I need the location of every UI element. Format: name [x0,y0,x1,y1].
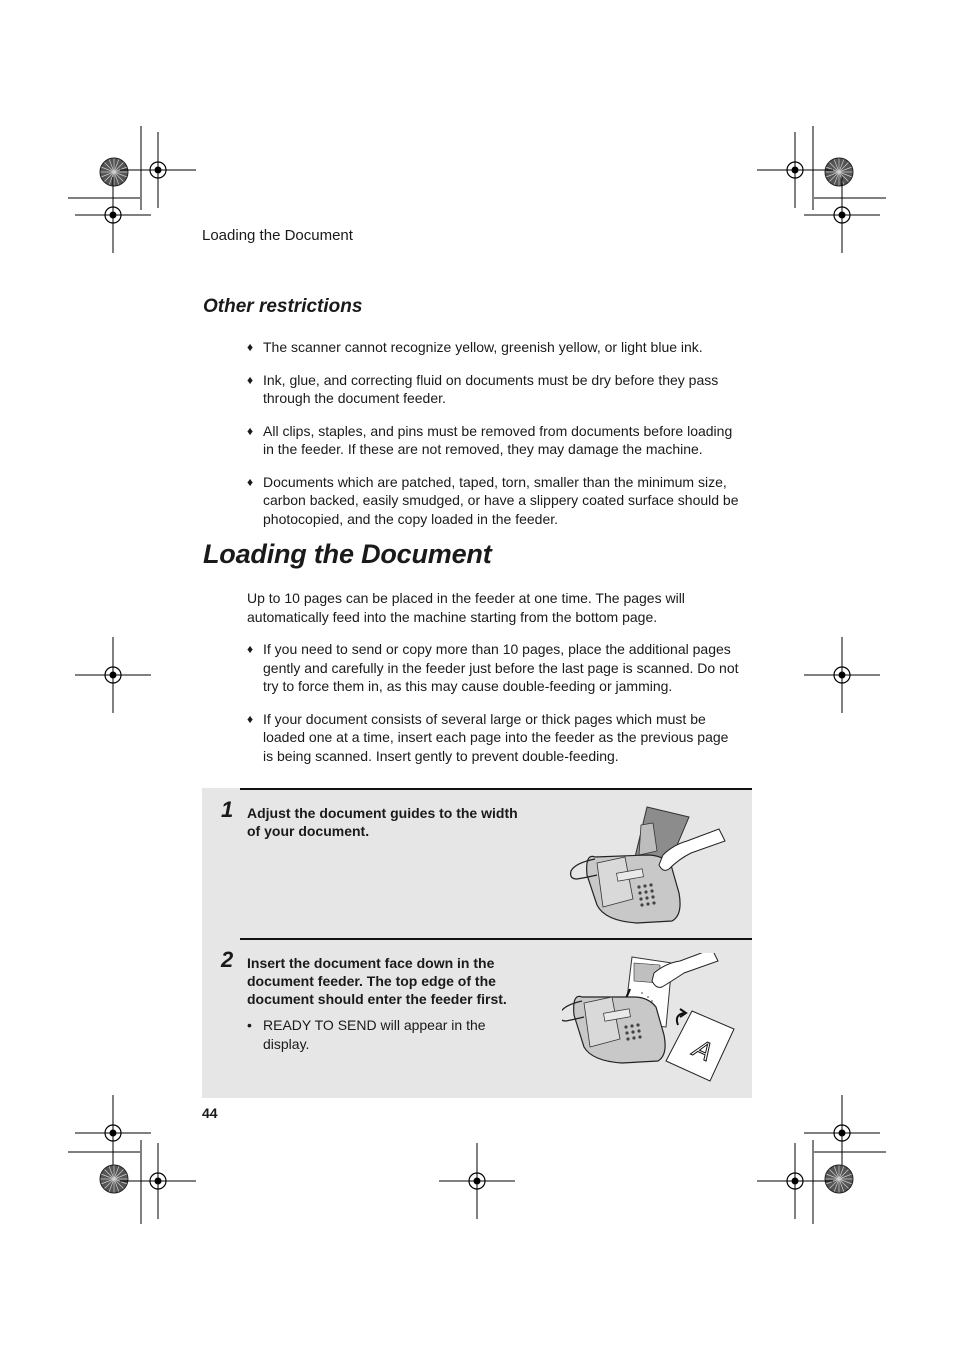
fax-machine-insert-document-illustration [562,953,737,1088]
list-item: ♦ Documents which are patched, taped, torn, smaller than the minimum size, carbon backed, easily smudged, or have a slippery coated surface should be photocopied, and the copy loaded in the feeder. [247,473,739,527]
list-item: ♦ All clips, staples, and pins must be removed from documents before loading in the feeder. If these are not removed, they may damage the machine. [247,422,733,457]
document-letter: A [689,1032,718,1068]
diamond-bullet-icon: ♦ [247,372,254,387]
diamond-bullet-icon: ♦ [247,711,254,726]
page-number: 44 [202,1105,218,1121]
registration-cross-icon [804,1095,880,1171]
registration-star-icon [825,1165,853,1193]
step-instruction: Insert the document face down in the document feeder. The top edge of the document should enter the feeder first. [247,955,507,1007]
registration-cross-icon [75,637,151,713]
fax-machine-adjust-guides-illustration [567,803,727,928]
loading-list [247,640,742,779]
registration-cross-icon [804,637,880,713]
diamond-bullet-icon: ♦ [247,642,254,656]
registration-cross-icon [757,1143,833,1219]
list-item: ♦ The scanner cannot recognize yellow, greenish yellow, or light blue ink. [247,339,703,355]
diamond-bullet-icon: ♦ [247,474,254,489]
page-title: Loading the Document [203,539,492,569]
registration-cross-icon [804,177,880,253]
registration-cross-icon [757,132,833,208]
step-divider [240,938,752,940]
running-head: Loading the Document [202,227,353,244]
diamond-bullet-icon: ♦ [247,340,254,354]
round-bullet-icon: • [247,1017,252,1033]
registration-cross-icon [439,1143,515,1219]
registration-star-icon [100,158,128,186]
restrictions-list [247,338,742,542]
step-instruction: Adjust the document guides to the width of your document. [247,805,518,839]
steps-panel [202,788,752,1098]
step-number: 1 [221,797,234,822]
registration-cross-icon [120,132,196,208]
intro-paragraph: Up to 10 pages can be placed in the feeder at one time. The pages will automatically feed into the machine starting from the bottom page. [247,590,685,625]
diamond-bullet-icon: ♦ [247,423,254,438]
list-item: ♦ If you need to send or copy more than 10 pages, place the additional pages gently and carefully in the feeder just before the last page is scanned. Do not try to force them in, as this may cause double-feeding or jamming. [247,641,739,694]
step-number: 2 [221,947,234,972]
step-divider [240,788,752,790]
registration-star-icon [825,158,853,186]
list-item: ♦ If your document consists of several large or thick pages which must be loaded one at a time, insert each page into the feeder as the previous page is being scanned. Insert gently to prevent double-feeding. [247,710,729,764]
section-heading-other-restrictions: Other restrictions [203,296,363,317]
list-item: ♦ Ink, glue, and correcting fluid on documents must be dry before they pass through the document feeder. [247,371,719,406]
registration-cross-icon [75,1095,151,1171]
step-note: • READY TO SEND will appear in the display. [247,1017,486,1052]
registration-star-icon [100,1165,128,1193]
registration-cross-icon [120,1143,196,1219]
registration-cross-icon [75,177,151,253]
